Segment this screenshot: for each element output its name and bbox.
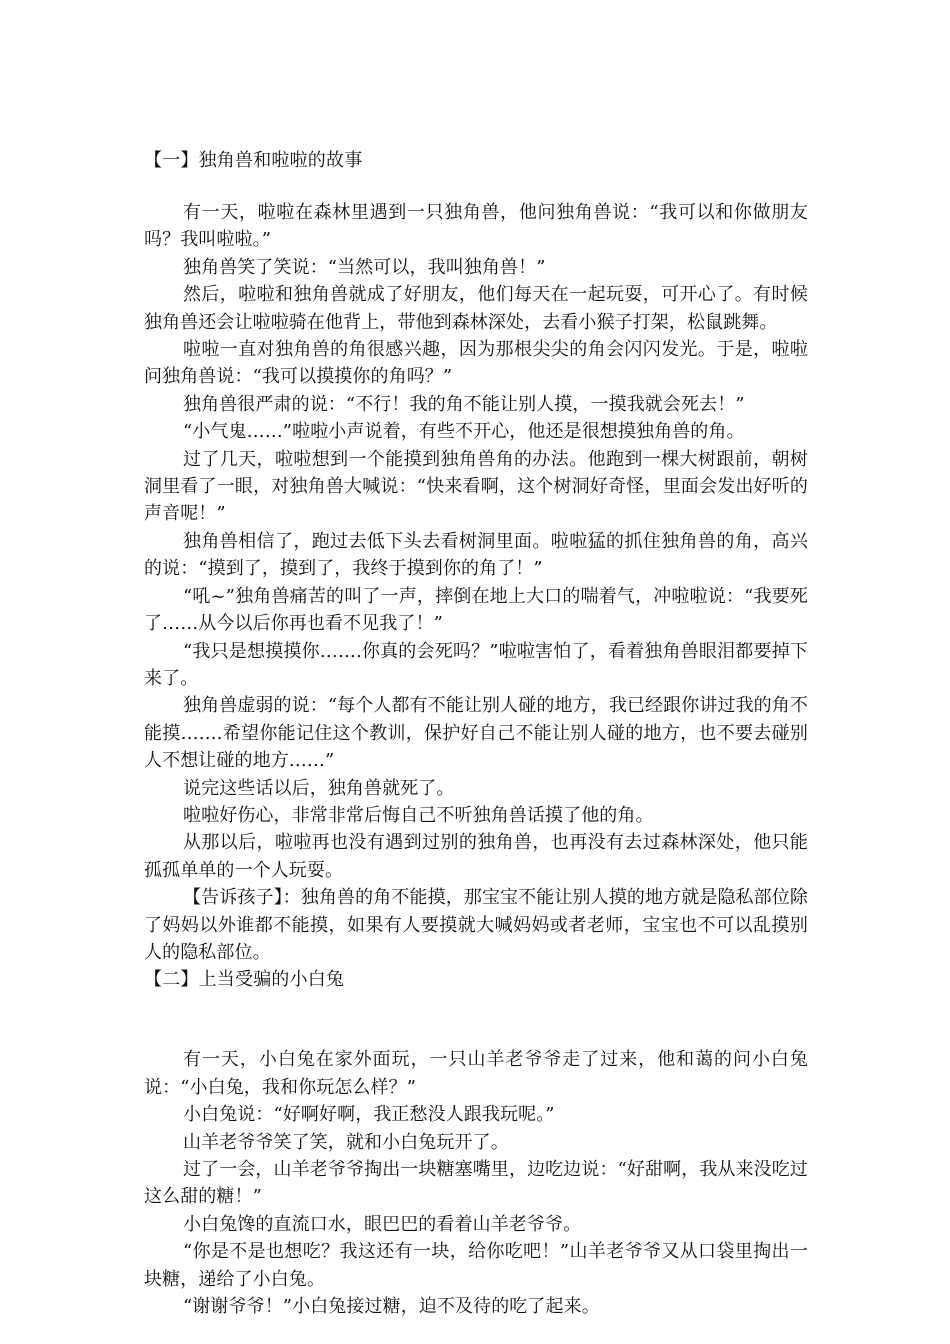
paragraph: 独角兽相信了，跑过去低下头去看树洞里面。啦啦猛的抓住独角兽的角，高兴的说：“摸到了，摸到了，我终于摸到你的角了！” <box>144 530 808 580</box>
paragraph: “谢谢爷爷！”小白兔接过糖，迫不及待的吃了起来。 <box>183 1296 600 1318</box>
paragraph: 说完这些话以后，独角兽就死了。 <box>183 777 455 799</box>
moral-paragraph: 【告诉孩子】：独角兽的角不能摸，那宝宝不能让别人摸的地方就是隐私部位除了妈妈以外谁都不能摸，如果有人要摸就大喊妈妈或者老师，宝宝也不可以乱摸别人的隐私部位。 <box>144 887 808 963</box>
paragraph: 山羊老爷爷笑了笑，就和小白兔玩开了。 <box>183 1131 509 1153</box>
paragraph: 啦啦一直对独角兽的角很感兴趣，因为那根尖尖的角会闪闪发光。于是，啦啦问独角兽说：“我可以摸摸你的角吗？” <box>144 339 808 388</box>
document-body <box>144 147 808 1320</box>
story-1-title: 【一】独角兽和啦啦的故事 <box>144 150 363 171</box>
paragraph: 有一天，啦啦在森林里遇到一只独角兽，他问独角兽说：“我可以和你做朋友吗？我叫啦啦。” <box>144 202 808 251</box>
paragraph: 然后，啦啦和独角兽就成了好朋友，他们每天在一起玩耍，可开心了。有时候独角兽还会让啦啦骑在他背上，带他到森林深处，去看小猴子打架，松鼠跳舞。 <box>144 284 808 333</box>
paragraph: 有一天，小白兔在家外面玩，一只山羊老爷爷走了过来，他和蔼的问小白兔说：“小白兔，我和你玩怎么样？” <box>144 1049 808 1098</box>
spacer <box>144 175 808 199</box>
paragraph: 过了几天，啦啦想到一个能摸到独角兽角的办法。他跑到一棵大树跟前，朝树洞里看了一眼，对独角兽大喊说：“快来看啊，这个树洞好奇怪，里面会发出好听的声音呢！” <box>144 448 808 525</box>
story-1-body <box>144 199 808 966</box>
paragraph: 啦啦好伤心，非常非常后悔自己不听独角兽话摸了他的角。 <box>183 804 654 826</box>
story-2-body <box>144 1046 808 1320</box>
paragraph: 小白兔说：“好啊好啊，我正愁没人跟我玩呢。” <box>183 1104 555 1126</box>
paragraph: 从那以后，啦啦再也没有遇到过别的独角兽，也再没有去过森林深处，他只能孤孤单单的一个人玩耍。 <box>144 832 808 881</box>
paragraph: 过了一会，山羊老爷爷掏出一块糖塞嘴里，边吃边说：“好甜啊，我从来没吃过这么甜的糖！” <box>144 1159 808 1208</box>
paragraph: “小气鬼……”啦啦小声说着，有些不开心，他还是很想摸独角兽的角。 <box>183 421 745 443</box>
spacer <box>144 994 808 1046</box>
paragraph: 独角兽虚弱的说：“每个人都有不能让别人碰的地方，我已经跟你讲过我的角不能摸…….希望你能记住这个教训，保护好自己不能让别人碰的地方，也不要去碰别人不想让碰的地方……” <box>144 695 808 772</box>
paragraph: “我只是想摸摸你…….你真的会死吗？”啦啦害怕了，看着独角兽眼泪都要掉下来了。 <box>144 640 808 689</box>
paragraph: “吼~”独角兽痛苦的叫了一声，摔倒在地上大口的喘着气，冲啦啦说：“我要死了……从今以后你再也看不见我了！” <box>144 585 808 635</box>
paragraph: 小白兔馋的直流口水，眼巴巴的看着山羊老爷爷。 <box>183 1213 582 1235</box>
story-2-title: 【二】上当受骗的小白兔 <box>144 969 345 991</box>
paragraph: 独角兽很严肃的说：“不行！我的角不能让别人摸，一摸我就会死去！” <box>183 393 745 415</box>
paragraph: 独角兽笑了笑说：“当然可以，我叫独角兽！” <box>183 256 546 278</box>
paragraph: “你是不是也想吃？我这还有一块，给你吃吧！”山羊老爷爷又从口袋里掏出一块糖，递给了小白兔。 <box>144 1241 808 1290</box>
